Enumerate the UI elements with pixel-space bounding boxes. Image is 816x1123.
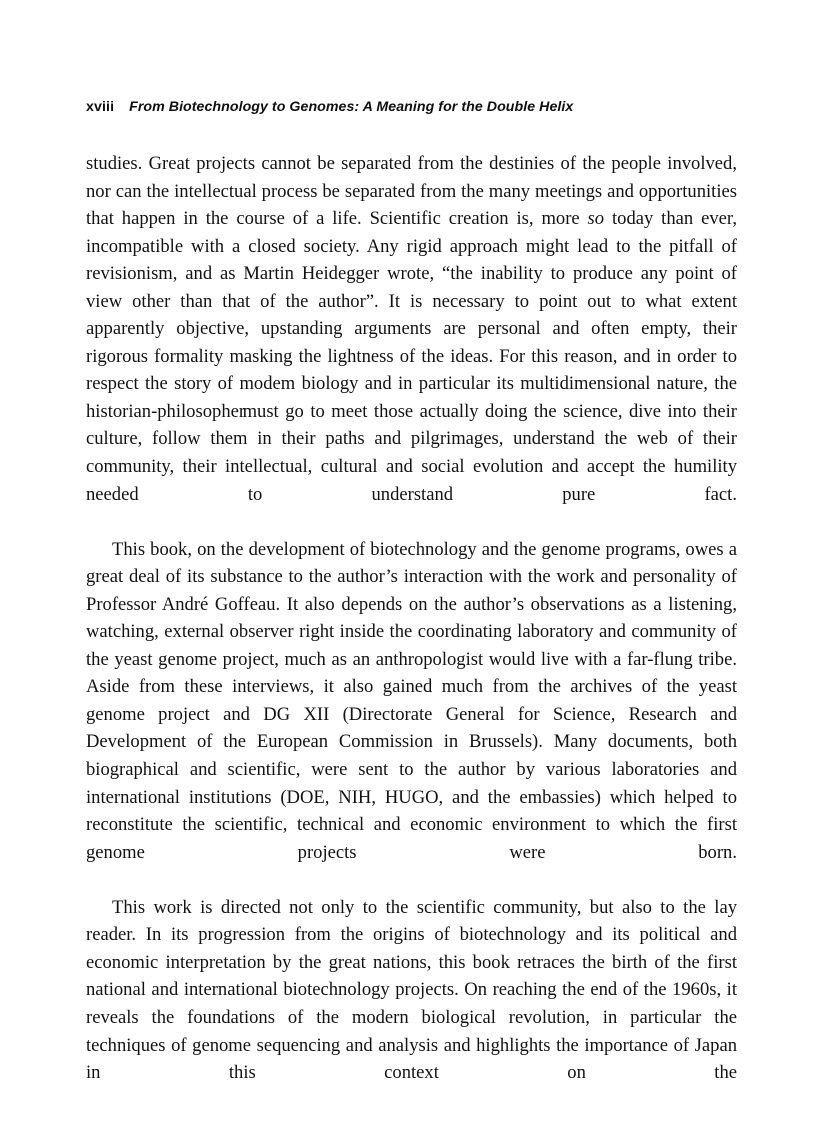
emphasis-so: so: [587, 208, 605, 230]
paragraph-continued: [86, 150, 737, 536]
text-run: today than ever, incompatible with a closed society. Any rigid approach might lead to the pitfall of revisionism, and as Martin Heidegger wrote, “the inability to produce any point of view other than that of the author”. It is necessary to point out to what extent apparently objective, upstanding arguments are personal and often empty, their rigorous formality masking the lightness of the ideas. For this reason, and in order to respect the story of modem biology and in particular its multidimensional nature, the historian-philosopher: [86, 208, 737, 422]
paragraph-audience: This work is directed not only to the scientific community, but also to the lay reader. In its progression from the origins of biotechnology and its political and economic interpretation by the great nations, this book retraces the birth of the first national and international biotechnology projects. On reaching the end of the 1960s, it reveals the foundations of the modern biological revolution, in particular the techniques of genome sequencing and analysis and highlights the importance of Japan in this context on the: [86, 896, 737, 1084]
text-run: studies. Great projects cannot be separated from the destinies of the people involved, nor can the intellectual process be separated from the many meetings and opportunities that happen in the course of a life. Scientific creation is, more: [86, 153, 737, 230]
running-head-title: From Biotechnology to Genomes: A Meaning for the Double Helix: [129, 99, 574, 115]
body-text-block: [86, 150, 737, 1114]
paragraph-book-development: This book, on the development of biotechnology and the genome programs, owes a great deal of its substance to the author’s interaction with the work and personality of Professor André Goffeau. It also depends on the author’s observations as a listening, watching, external observer right inside the coordinating laboratory and community of the yeast genome project, much as an anthropologist would live with a far-flung tribe. Aside from these interviews, it also gained much from the archives of the yeast genome project and DG XII (Directorate General for Science, Research and Development of the European Commission in Brussels). Many documents, both biographical and scientific, were sent to the author by various laboratories and international institutions (DOE, NIH, HUGO, and the embassies) which helped to reconstitute the scientific, technical and economic environment to which the first genome projects were born.: [86, 538, 737, 863]
page-number: xviii: [86, 99, 115, 115]
running-head: [86, 99, 736, 115]
text-run: must go to meet those actually doing the science, dive into their culture, follow them in their paths and pilgrimages, understand the web of their community, their intellectual, cultural and social evolution and accept the humility needed to understand pure fact.: [86, 400, 737, 505]
